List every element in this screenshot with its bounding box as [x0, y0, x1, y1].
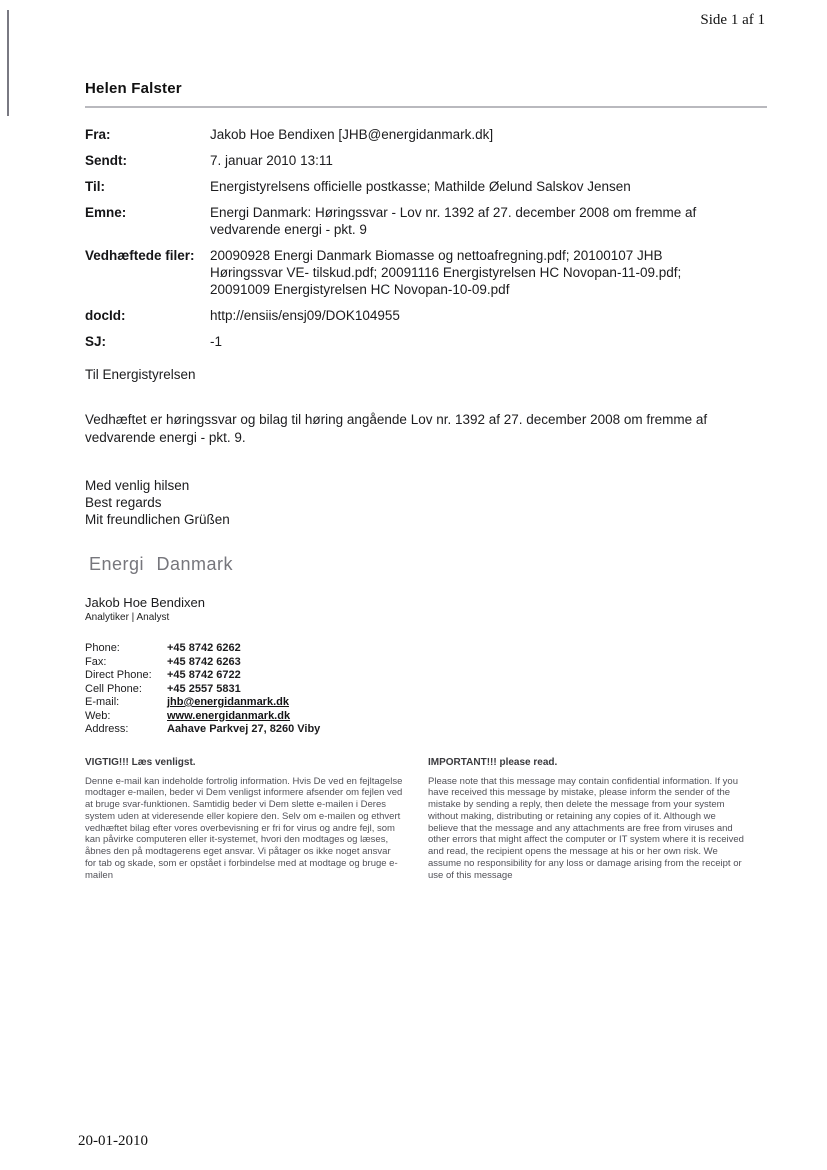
contact-row-direct-phone	[85, 669, 767, 683]
disclaimer-english-title: IMPORTANT!!! please read.	[428, 756, 558, 768]
contact-label: E-mail:	[85, 696, 120, 708]
contact-label: Phone:	[85, 642, 120, 654]
disclaimer-english-text: Please note that this message may contain confidential information. If you have received this message by mistake, please inform the sender of the mistake by sending a reply, then delete the message from your system without making, distributing or retaining any copies of it. Although we believe that the message and any attachments are free from viruses and other errors that might affect the computer or IT system where it is received and read, the recipient opens the message at his or her own risk. We assume no responsibility for any loss or damage arising from the receipt or use of this message	[428, 775, 744, 881]
field-row-to	[85, 178, 767, 195]
signature-name: Jakob Hoe Bendixen	[85, 595, 205, 610]
field-value-docid-url: http://ensiis/ensj09/DOK104955	[210, 308, 400, 323]
energi-danmark-logo: Energi Danmark	[89, 554, 234, 574]
contact-value: Aahave Parkvej 27, 8260 Viby	[167, 723, 321, 735]
email-header-fields	[85, 126, 767, 350]
closing-line: Mit freundlichen Grüßen	[85, 512, 230, 527]
contact-value: +45 8742 6722	[167, 669, 241, 681]
contact-row-phone	[85, 642, 767, 656]
closing-line: Best regards	[85, 495, 162, 510]
contact-value: +45 2557 5831	[167, 682, 241, 695]
field-row-sent	[85, 152, 767, 169]
contact-value: +45 8742 6263	[167, 655, 241, 668]
disclaimer-danish-title: VIGTIG!!! Læs venligst.	[85, 756, 196, 768]
field-value: -1	[210, 334, 223, 349]
contact-block	[85, 642, 767, 737]
field-value-attachments: 20090928 Energi Danmark Biomasse og nettoafregning.pdf; 20100107 JHB Høringssvar VE- tilskud.pdf; 20091116 Energistyrelsen HC Novopan-11-09.pdf; 20091009 Energistyrelsen HC Novopan-10-09.pdf	[210, 248, 682, 297]
field-label: Emne:	[85, 205, 127, 220]
contact-row-email	[85, 696, 767, 710]
contact-row-address	[85, 723, 767, 737]
field-label: SJ:	[85, 334, 107, 349]
field-row-attachments	[85, 247, 767, 298]
field-row-from	[85, 126, 767, 143]
field-label: Sendt:	[85, 153, 127, 168]
field-label: docId:	[85, 308, 126, 323]
contact-label: Cell Phone:	[85, 682, 142, 695]
field-value: Energistyrelsens officielle postkasse; Mathilde Øelund Salskov Jensen	[210, 179, 631, 194]
body-paragraph: Vedhæftet er høringssvar og bilag til høring angående Lov nr. 1392 af 27. december 2008 om fremme af vedvarende energi - pkt. 9.	[85, 412, 708, 445]
page-number: Side 1 af 1	[700, 12, 765, 28]
website-link[interactable]: www.energidanmark.dk	[167, 709, 291, 722]
field-label: Til:	[85, 179, 105, 194]
contact-label: Web:	[85, 709, 111, 722]
field-label: Fra:	[85, 127, 111, 142]
contact-label: Direct Phone:	[85, 669, 152, 681]
field-row-subject	[85, 204, 767, 238]
disclaimer-danish-text: Denne e-mail kan indeholde fortrolig information. Hvis De ved en fejltagelse modtager e-mailen, beder vi Dem venligst informere afsender om fejlen ved at bruge svar-funktionen. Samtidig beder vi Dem slette e-mailen i Deres system uden at videresende eller kopiere den. Selv om e-mailen og ethvert vedhæftet bilag efter vores overbevisning er fri for virus og andre fejl, som kan påvirke computeren eller it-systemet, hvori den modtages og læses, åbnes den på modtagerens eget ansvar. Vi påtager os ikke noget ansvar for tab og skade, som er opstået i forbindelse med at modtage og bruge e-mailen	[85, 775, 403, 881]
email-content	[85, 80, 767, 882]
disclaimer-danish-column	[85, 757, 404, 882]
disclaimer-section	[85, 757, 767, 882]
body-closing	[85, 477, 767, 528]
contact-row-web	[85, 710, 767, 724]
contact-label: Address:	[85, 723, 129, 735]
field-row-sj	[85, 333, 767, 350]
scan-artifact-line	[7, 10, 9, 116]
closing-line: Med venlig hilsen	[85, 478, 190, 493]
field-label: Vedhæftede filer:	[85, 248, 195, 263]
body-greeting: Til Energistyrelsen	[85, 367, 196, 382]
contact-value: +45 8742 6262	[167, 642, 241, 654]
footer-print-date: 20-01-2010	[78, 1133, 148, 1149]
disclaimer-english-column	[428, 757, 747, 882]
contact-row-fax	[85, 656, 767, 670]
email-link[interactable]: jhb@energidanmark.dk	[167, 696, 289, 708]
header-divider	[85, 106, 767, 108]
recipient-name: Helen Falster	[85, 80, 182, 97]
field-value: Jakob Hoe Bendixen [JHB@energidanmark.dk]	[210, 127, 494, 142]
contact-label: Fax:	[85, 655, 107, 668]
contact-row-cell-phone	[85, 683, 767, 697]
field-row-docid	[85, 307, 767, 324]
signature-job-title: Analytiker | Analyst	[85, 612, 170, 623]
field-value: 7. januar 2010 13:11	[210, 153, 333, 168]
field-value: Energi Danmark: Høringssvar - Lov nr. 1392 af 27. december 2008 om fremme af vedvarende energi - pkt. 9	[210, 205, 697, 237]
